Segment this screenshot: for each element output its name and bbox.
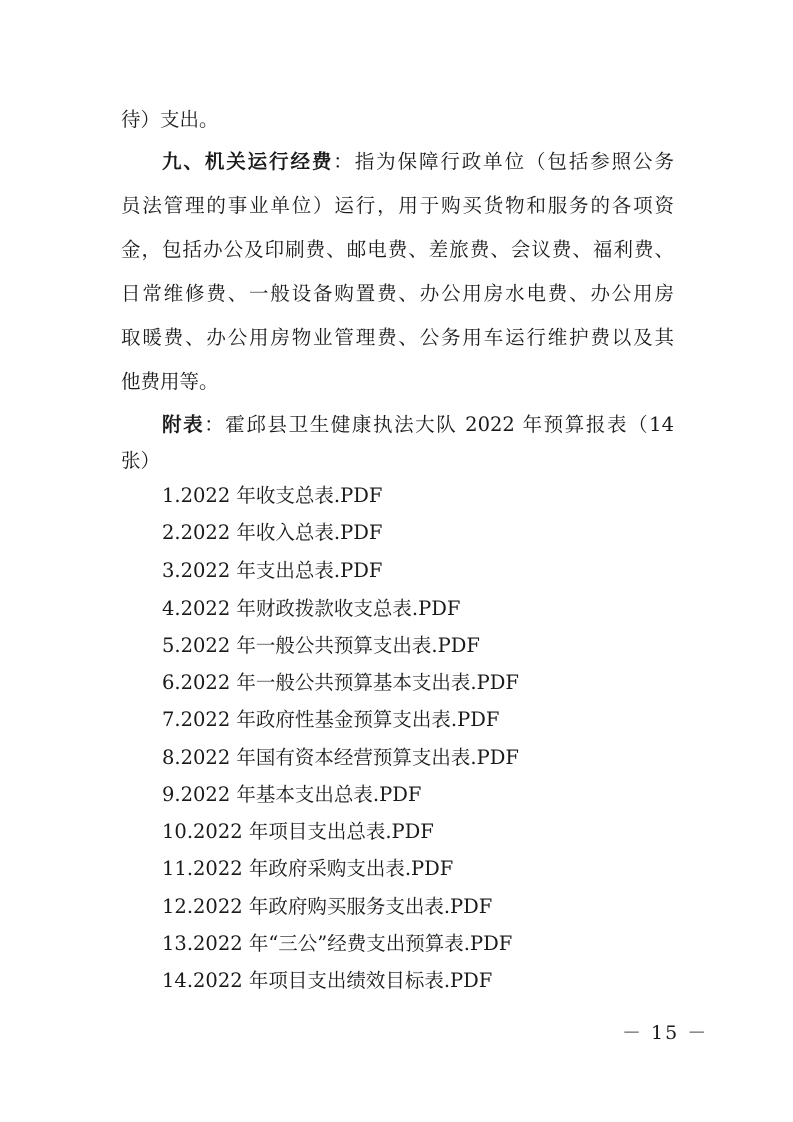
paragraph-continuation: 待）支出。 [121, 108, 219, 131]
attachment-item-11[interactable]: 11.2022 年政府采购支出表.PDF [162, 857, 454, 880]
attachment-title-text: ：霍邱县卫生健康执法大队 2022 年预算报表（14 [204, 413, 674, 436]
attachment-item-4[interactable]: 4.2022 年财政拨款收支总表.PDF [162, 597, 461, 620]
section-nine-line-5: 取暖费、办公用房物业管理费、公务用车运行维护费以及其 [121, 326, 674, 349]
attachment-item-2[interactable]: 2.2022 年收入总表.PDF [162, 521, 383, 544]
section-nine-text-1: ：指为保障行政单位（包括参照公务 [333, 150, 674, 173]
attachment-item-10[interactable]: 10.2022 年项目支出总表.PDF [162, 820, 434, 843]
section-nine-line-2: 员法管理的事业单位）运行，用于购买货物和服务的各项资 [121, 194, 674, 217]
attachment-item-13[interactable]: 13.2022 年“三公”经费支出预算表.PDF [162, 932, 513, 955]
attachment-item-3[interactable]: 3.2022 年支出总表.PDF [162, 559, 383, 582]
attachment-item-14[interactable]: 14.2022 年项目支出绩效目标表.PDF [162, 969, 493, 992]
attachment-item-8[interactable]: 8.2022 年国有资本经营预算支出表.PDF [162, 746, 519, 769]
attachment-item-5[interactable]: 5.2022 年一般公共预算支出表.PDF [162, 634, 480, 657]
attachment-item-9[interactable]: 9.2022 年基本支出总表.PDF [162, 783, 422, 806]
attachment-item-12[interactable]: 12.2022 年政府购买服务支出表.PDF [162, 895, 493, 918]
attachment-item-7[interactable]: 7.2022 年政府性基金预算支出表.PDF [162, 708, 500, 731]
section-nine-line-1 [162, 150, 674, 174]
page-number: － 15 － [622, 1022, 709, 1044]
section-nine-line-6: 他费用等。 [121, 370, 219, 393]
section-nine-line-3: 金，包括办公及印刷费、邮电费、差旅费、会议费、福利费、 [121, 238, 674, 261]
attachment-item-6[interactable]: 6.2022 年一般公共预算基本支出表.PDF [162, 671, 519, 694]
attachment-title-line-1 [162, 413, 674, 437]
attachment-label: 附表 [162, 413, 205, 436]
section-nine-line-4: 日常维修费、一般设备购置费、办公用房水电费、办公用房 [121, 282, 674, 305]
attachment-item-1[interactable]: 1.2022 年收支总表.PDF [162, 484, 383, 507]
attachment-title-line-2: 张） [121, 449, 161, 472]
section-nine-heading: 九、机关运行经费 [162, 150, 334, 173]
